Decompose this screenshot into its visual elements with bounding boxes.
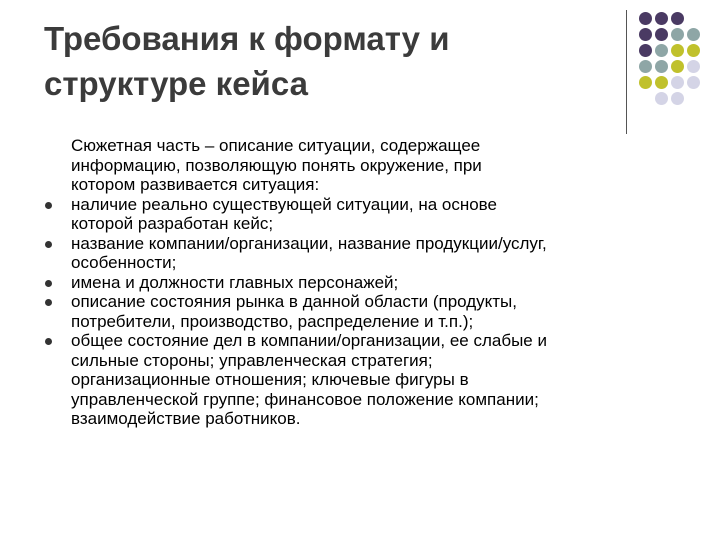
decorative-dot [687,44,700,57]
decorative-dot [655,60,668,73]
decorative-dot [655,44,668,57]
decorative-dot [639,60,652,73]
decorative-dot [639,28,652,41]
item-line: взаимодействие работников. [71,409,301,428]
decorative-dot-grid [633,10,720,110]
item-line: наличие реально существующей ситуации, на основе [71,194,497,214]
intro-line: Сюжетная часть – описание ситуации, содержащее [71,136,481,155]
decorative-dot [671,44,684,57]
decorative-dot [655,28,668,41]
item-line: общее состояние дел в компании/организации, ее слабые и [71,331,547,350]
decorative-dot [671,76,684,89]
title-line-2: структуре кейса [44,65,308,102]
title-line-1: Требования к формату и [44,20,450,57]
decorative-dot [671,92,684,105]
decorative-dot [639,44,652,57]
decorative-dot [671,60,684,73]
intro-paragraph [71,136,680,195]
bullet-icon [45,338,52,345]
requirements-list [40,195,680,429]
decorative-dot [687,28,700,41]
list-item [40,273,680,293]
list-item [40,234,680,273]
item-line: потребители, производство, распределение и т.п.); [71,311,474,331]
item-line: управленческой группе; финансовое положение компании; [71,389,539,409]
decorative-dot [687,60,700,73]
item-line: организационные отношения; ключевые фигуры в [71,370,469,389]
decorative-dot [671,28,684,41]
bullet-icon [45,299,52,306]
item-line: имена и должности главных персонажей; [71,272,399,292]
decorative-dot [655,76,668,89]
decorative-dot [639,12,652,25]
decorative-dot [639,76,652,89]
decorative-dot [687,76,700,89]
item-line: описание состояния рынка в данной области (продукты, [71,292,518,311]
item-line: особенности; [71,253,177,272]
list-item [40,292,680,331]
list-item [40,331,680,429]
slide-body [40,136,680,429]
slide-title [44,16,604,106]
intro-line: информацию, позволяющую понять окружение, при [71,155,482,175]
intro-line: котором развивается ситуация: [71,175,320,194]
item-line: название компании/организации, название продукции/услуг, [71,233,547,253]
decorative-dot [655,92,668,105]
bullet-icon [45,241,52,248]
list-item [40,195,680,234]
decorative-divider [626,10,627,134]
bullet-icon [45,202,52,209]
item-line: сильные стороны; управленческая стратегия; [71,350,433,370]
item-line: которой разработан кейс; [71,214,274,233]
decorative-dot [671,12,684,25]
bullet-icon [45,280,52,287]
decorative-dot [655,12,668,25]
